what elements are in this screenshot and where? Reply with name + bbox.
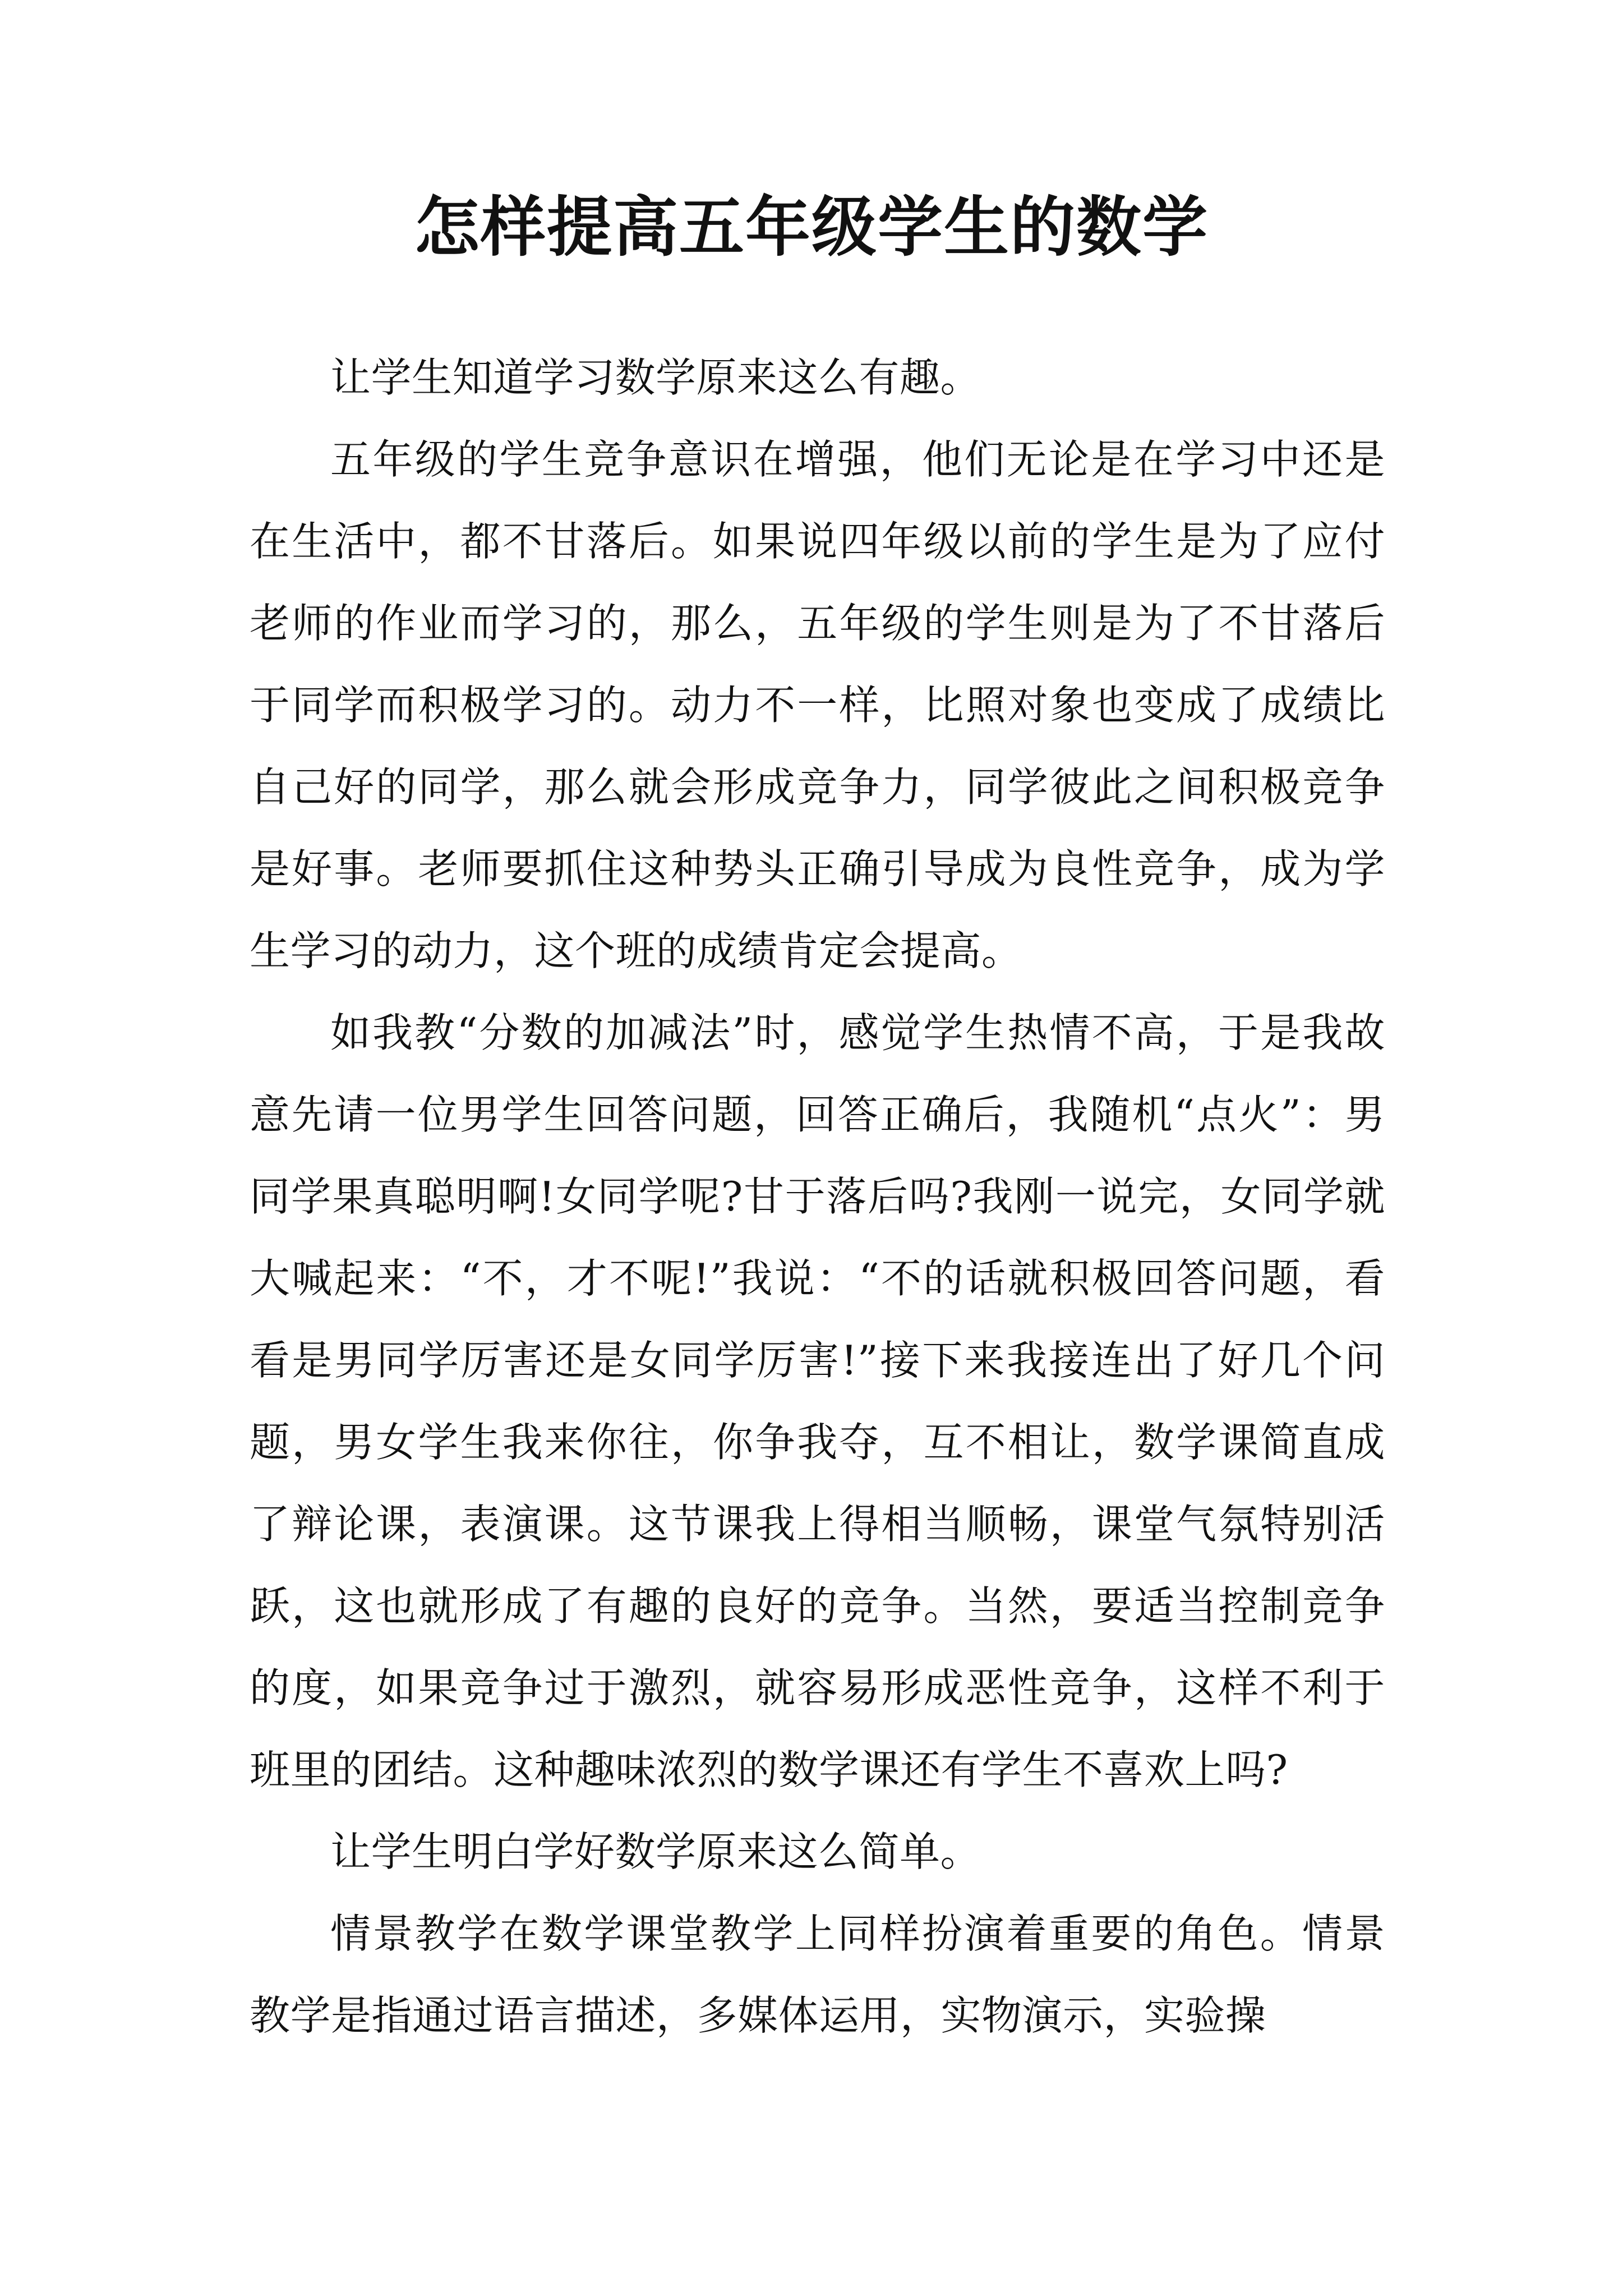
paragraph-1: 让学生知道学习数学原来这么有趣。 bbox=[330, 354, 981, 401]
paragraph-3: 如我教“分数的加减法”时，感觉学生热情不高，于是我故意先请一位男学生回答问题，回答正确后，我随机“点火”：男同学果真聪明啊!女同学呢?甘于落后吗?我刚一说完，女同学就大喊起来：“不，才不呢!”我说：“不的话就积极回答问题，看看是男同学厉害还是女同学厉害!”接下来我接连出了好几个问题，男女学生我来你往，你争我夺，互不相让，数学课简直成了辩论课，表演课。这节课我上得相当顺畅，课堂气氛特别活跃，这也就形成了有趣的良好的竞争。当然，要适当控制竞争的度，如果竞争过于激烈，就容易形成恶性竞争，这样不利于班里的团结。这种趣味浓烈的数学课还有学生不喜欢上吗? bbox=[250, 1009, 1385, 1793]
paragraph-2: 五年级的学生竞争意识在增强，他们无论是在学习中还是在生活中，都不甘落后。如果说四年级以前的学生是为了应付老师的作业而学习的，那么，五年级的学生则是为了不甘落后于同学而积极学习的。动力不一样，比照对象也变成了成绩比自己好的同学，那么就会形成竞争力，同学彼此之间积极竞争是好事。老师要抓住这种势头正确引导成为良性竞争，成为学生学习的动力，这个班的成绩肯定会提高。 bbox=[250, 436, 1385, 974]
paragraph-4: 让学生明白学好数学原来这么简单。 bbox=[330, 1828, 981, 1875]
document-title: 怎样提高五年级学生的数学 bbox=[414, 189, 1209, 265]
document-body bbox=[250, 337, 1385, 2056]
paragraph-5: 情景教学在数学课堂教学上同样扮演着重要的角色。情景教学是指通过语言描述，多媒体运用，实物演示，实验操 bbox=[250, 1910, 1385, 2039]
